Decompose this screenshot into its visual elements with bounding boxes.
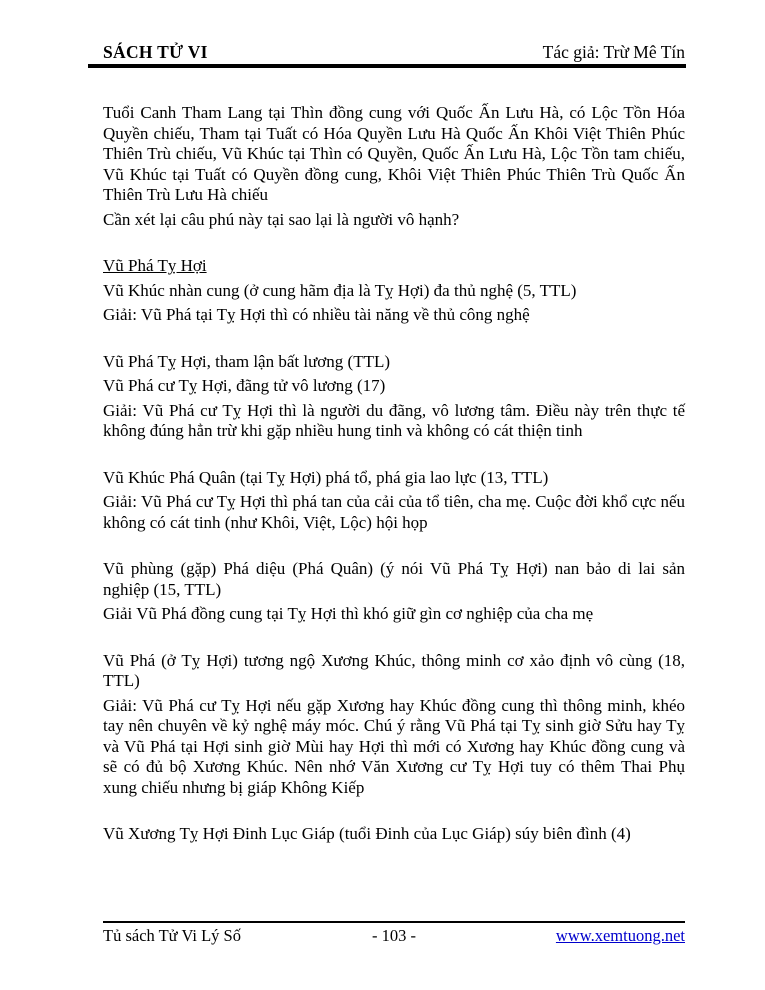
section-heading: Vũ Phá Tỵ Hợi [103,256,207,275]
paragraph: Giải: Vũ Phá cư Tỵ Hợi nếu gặp Xương hay Khúc đồng cung thì thông minh, khéo tay nên chuyên về kỷ nghệ máy móc. Chú ý rằng Vũ Phá tại Tỵ sinh giờ Sửu hay Tỵ và Vũ Phá tại Hợi sinh giờ Mùi hay Hợi thì mới có Xương hay Khúc đồng cung và sẽ có đủ bộ Xương Khúc. Nên nhớ Văn Xương cư Tỵ Hợi tuy có thêm Thai Phụ xung chiếu nhưng bị giáp Không Kiếp [103,695,685,797]
footer-series-title: Tủ sách Tử Vi Lý Số [103,926,241,945]
paragraph: Giải: Vũ Phá cư Tỵ Hợi thì phá tan của cải của tổ tiên, cha mẹ. Cuộc đời khổ cực nếu không có cát tinh (như Khôi, Việt, Lộc) hội họp [103,492,685,532]
header-rule [88,64,686,68]
footer-page-number: - 103 - [372,926,416,945]
page-header [103,42,685,62]
paragraph: Giải: Vũ Phá tại Tỵ Hợi thì có nhiều tài năng về thủ công nghệ [103,305,530,324]
paragraph: Cần xét lại câu phú này tại sao lại là người vô hạnh? [103,209,460,229]
footer-rule [103,921,685,923]
paragraph: Giải Vũ Phá đồng cung tại Tỵ Hợi thì khó giữ gìn cơ nghiệp của cha mẹ [103,604,594,623]
paragraph: Vũ Phá (ở Tỵ Hợi) tương ngộ Xương Khúc, thông minh cơ xảo định vô cùng (18, TTL) [103,650,685,690]
footer-row [103,926,685,946]
paragraph: Vũ Khúc Phá Quân (tại Tỵ Hợi) phá tổ, phá gia lao lực (13, TTL) [103,467,549,487]
header-book-title: SÁCH TỬ VI [103,42,208,62]
paragraph: Tuổi Canh Tham Lang tại Thìn đồng cung với Quốc Ấn Lưu Hà, có Lộc Tồn Hóa Quyền chiếu, Tham tại Tuất có Hóa Quyền Lưu Hà Quốc Ấn Khôi Việt Thiên Phúc Thiên Trù chiếu, Vũ Khúc tại Thìn có Quyền, Quốc Ấn Lưu Hà, Lộc Tồn tam chiếu, Vũ Khúc tại Tuất có Quyền đồng cung, Khôi Việt Thiên Phúc Thiên Trù Quốc Ấn Thiên Trù Lưu Hà chiếu [103,103,685,204]
paragraph: Vũ Phá cư Tỵ Hợi, đãng tử vô lương (17) [103,376,386,395]
paragraph: Vũ phùng (gặp) Phá diệu (Phá Quân) (ý nói Vũ Phá Tỵ Hợi) nan bảo di lai sản nghiệp (15, TTL) [103,559,685,599]
paragraph: Vũ Xương Tỵ Hợi Đinh Lục Giáp (tuổi Đinh của Lục Giáp) súy biên đình (4) [103,824,631,843]
footer-website-link[interactable]: www.xemtuong.net [555,926,685,945]
document-body [103,103,685,845]
header-author: Tác giả: Trừ Mê Tín [542,42,685,62]
paragraph: Vũ Phá Tỵ Hợi, tham lận bất lương (TTL) [103,351,391,371]
page-footer [103,921,685,946]
paragraph: Giải: Vũ Phá cư Tỵ Hợi thì là người du đãng, vô lương tâm. Điều này trên thực tế không đúng hẳn trừ khi gặp nhiều hung tinh và không có cát thiện tinh [103,400,685,440]
paragraph: Vũ Khúc nhàn cung (ở cung hãm địa là Tỵ Hợi) đa thủ nghệ (5, TTL) [103,280,577,300]
